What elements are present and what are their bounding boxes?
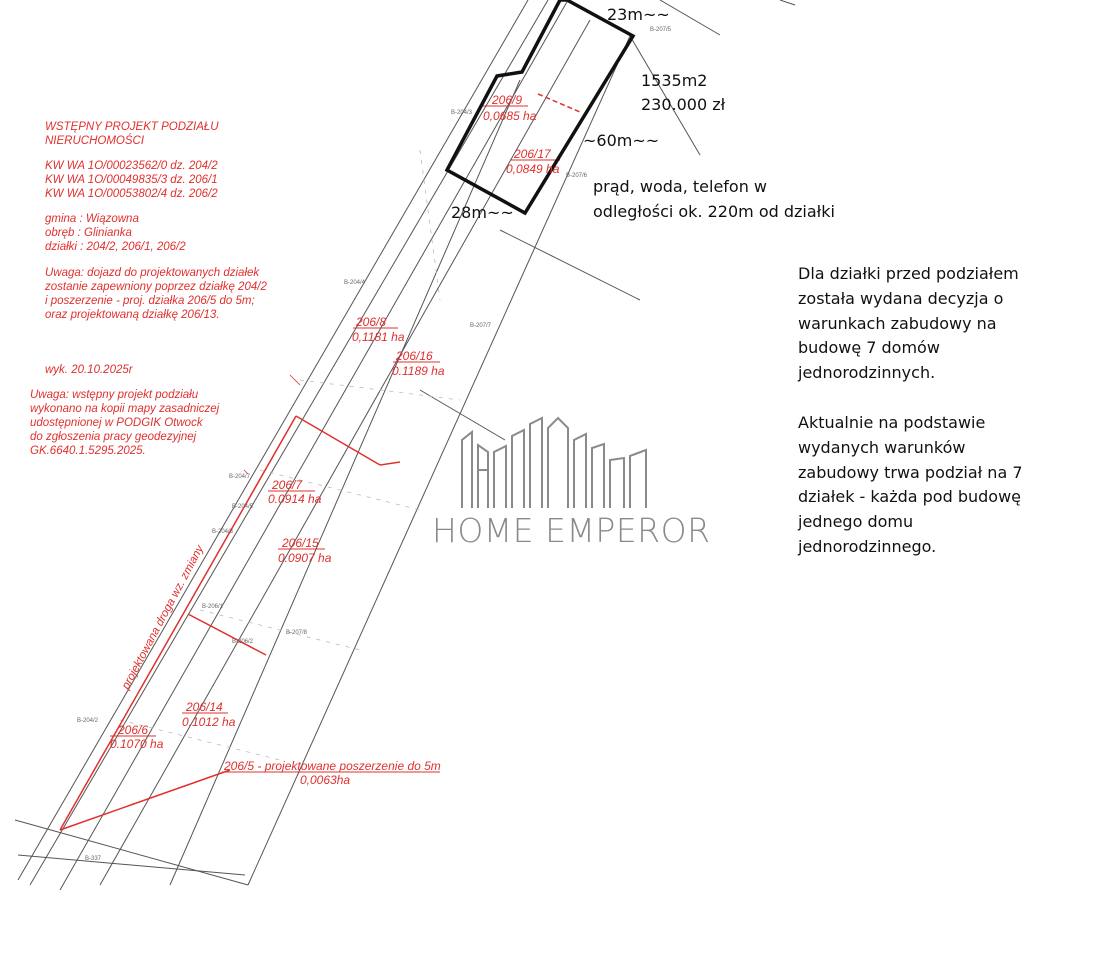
width-top-label: 23m~~	[607, 5, 670, 24]
svg-text:gmina : Wiązowna: gmina : Wiązowna	[45, 213, 139, 225]
price-label: 230.000 zł	[641, 95, 726, 114]
svg-text:B-207/8: B-207/8	[286, 630, 308, 636]
plot-206-16-area: 0.1189 ha	[392, 364, 445, 378]
note-line: działek - każda pod budowę	[798, 487, 1021, 507]
cadastral-labels	[77, 27, 672, 862]
note-line: budowę 7 domów	[798, 338, 940, 358]
plot-206-14-id: 206/14	[186, 700, 223, 714]
division-note	[798, 411, 1058, 560]
svg-text:GK.6640.1.5295.2025.: GK.6640.1.5295.2025.	[30, 445, 146, 457]
note-line: jednorodzinnych.	[798, 363, 936, 383]
project-header-note	[30, 121, 267, 457]
svg-text:KW WA 1O/00053802/4 dz. 206/2: KW WA 1O/00053802/4 dz. 206/2	[45, 188, 218, 200]
widening-label: 206/5 - projektowane poszerzenie do 5m	[224, 759, 441, 773]
plot-206-6-area: 0.1070 ha	[110, 737, 164, 751]
utilities-line1: prąd, woda, telefon w	[593, 177, 768, 196]
area-label: 1535m2	[641, 71, 708, 90]
svg-text:B-207/7: B-207/7	[470, 323, 492, 329]
svg-text:HOME EMPEROR: HOME EMPEROR	[432, 511, 711, 550]
svg-text:B-207/5: B-207/5	[650, 27, 672, 33]
svg-text:B-204/3: B-204/3	[451, 110, 473, 116]
plot-206-7-area: 0.0914 ha	[268, 492, 322, 506]
width-bottom-label: 28m~~	[451, 203, 514, 222]
svg-text:B-204/3: B-204/3	[212, 529, 234, 535]
svg-text:KW WA 1O/00023562/0 dz. 204/2: KW WA 1O/00023562/0 dz. 204/2	[45, 160, 218, 172]
svg-text:B-206/2: B-206/2	[232, 639, 254, 645]
plot-206-17-id: 206/17	[514, 147, 551, 161]
svg-text:KW WA 1O/00049835/3 dz. 206/1: KW WA 1O/00049835/3 dz. 206/1	[45, 174, 218, 186]
plot-206-9-area: 0,0685 ha	[483, 109, 537, 123]
svg-text:Uwaga: dojazd do projektowanyc: Uwaga: dojazd do projektowanych działek	[45, 267, 260, 279]
plot-206-15-id: 206/15	[282, 536, 319, 550]
decision-note	[798, 262, 1058, 386]
plot-206-7-id: 206/7	[272, 478, 303, 492]
note-line: wydanych warunków	[798, 437, 966, 457]
svg-text:B-206/1: B-206/1	[202, 604, 224, 610]
utilities-line2: odległości ok. 220m od działki	[593, 202, 835, 221]
svg-text:B-204/5: B-204/5	[232, 504, 254, 510]
svg-text:NIERUCHOMOŚCI: NIERUCHOMOŚCI	[45, 135, 145, 147]
svg-text:oraz projektowaną działkę 206/: oraz projektowaną działkę 206/13.	[45, 309, 220, 321]
note-line: warunkach zabudowy na	[798, 313, 997, 333]
svg-text:i poszerzenie - proj. działka: i poszerzenie - proj. działka 206/5 do 5m;	[45, 295, 255, 307]
svg-text:udostępnionej w PODGIK Otwock: udostępnionej w PODGIK Otwock	[30, 417, 203, 429]
note-line: Aktualnie na podstawie	[798, 413, 986, 432]
plot-206-8-area: 0,1181 ha	[352, 330, 405, 344]
plot-206-8-id: 206/8	[356, 315, 387, 329]
plot-206-17-area: 0,0849 ha	[506, 162, 560, 176]
svg-text:wyk. 20.10.2025r: wyk. 20.10.2025r	[45, 364, 133, 376]
plot-206-9-id: 206/9	[492, 93, 523, 107]
svg-text:obręb : Glinianka: obręb : Glinianka	[45, 227, 132, 239]
svg-text:działki : 204/2, 206/1, 206/2: działki : 204/2, 206/1, 206/2	[45, 241, 186, 253]
plot-206-6-id: 206/6	[118, 723, 149, 737]
widening-area: 0,0063ha	[300, 773, 351, 787]
svg-text:B-207/6: B-207/6	[566, 173, 588, 179]
length-label: ~60m~~	[583, 131, 660, 150]
svg-text:B-204/7: B-204/7	[229, 474, 251, 480]
svg-text:wykonano na kopii mapy zasadni: wykonano na kopii mapy zasadniczej	[30, 403, 220, 415]
note-line: Dla działki przed podziałem	[798, 264, 1019, 283]
svg-text:WSTĘPNY PROJEKT PODZIAŁU: WSTĘPNY PROJEKT PODZIAŁU	[45, 121, 219, 133]
svg-text:do zgłoszenia pracy geodezyjne: do zgłoszenia pracy geodezyjnej	[30, 431, 197, 443]
svg-text:Uwaga: wstępny projekt podział: Uwaga: wstępny projekt podziału	[30, 389, 199, 401]
note-line: zabudowy trwa podział na 7	[798, 462, 1023, 482]
svg-text:B-204/2: B-204/2	[77, 718, 99, 724]
svg-text:zostanie zapewniony poprzez dz: zostanie zapewniony poprzez działkę 204/2	[45, 281, 267, 293]
home-emperor-logo	[432, 418, 711, 550]
svg-text:B-204/4: B-204/4	[344, 280, 366, 286]
plot-206-14-area: 0.1012 ha	[182, 715, 236, 729]
svg-text:B-337: B-337	[85, 856, 102, 862]
note-line: jednego domu	[798, 512, 914, 532]
plot-206-16-id: 206/16	[396, 349, 433, 363]
plot-206-15-area: 0.0907 ha	[278, 551, 332, 565]
road-label: projektowana droga wz. zmiany	[120, 543, 207, 692]
note-line: jednorodzinnego.	[798, 536, 937, 556]
note-line: została wydana decyzja o	[798, 288, 1004, 308]
